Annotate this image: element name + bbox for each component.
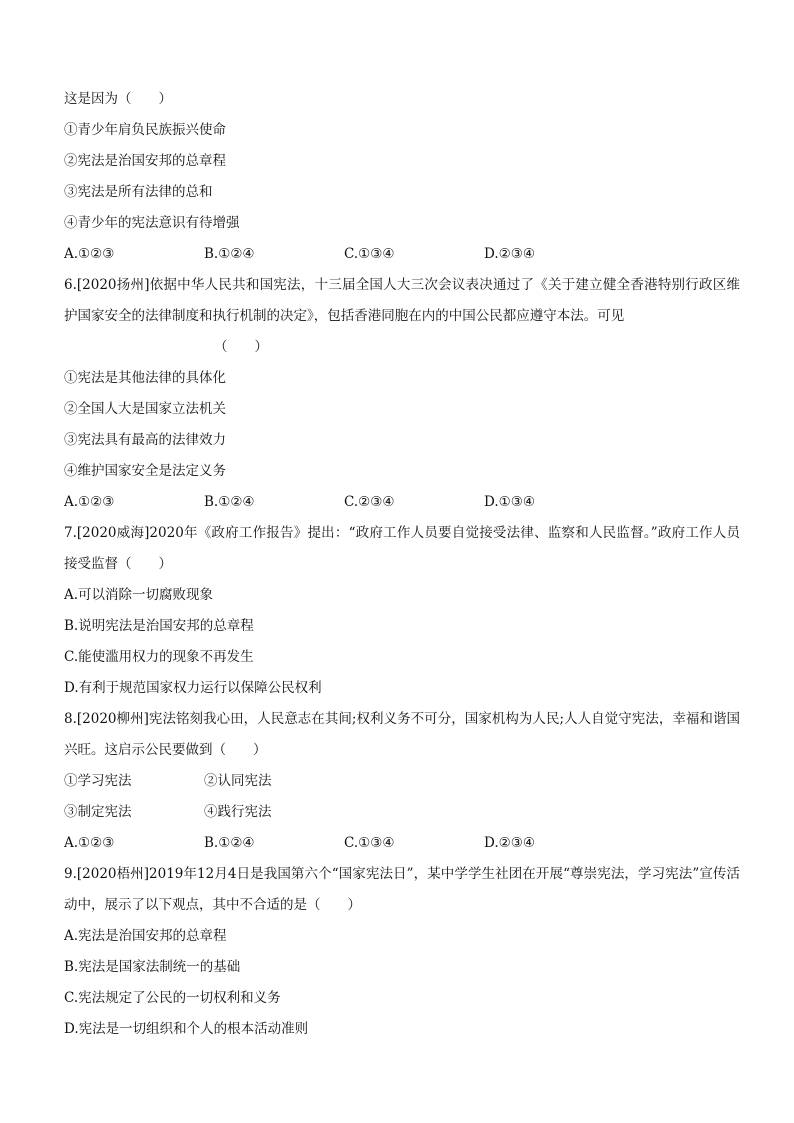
q8-option-d: D.②③④ (484, 835, 535, 851)
q5-item-1: ①青少年肩负民族振兴使命 (64, 122, 226, 138)
q8-option-b: B.①②④ (204, 835, 255, 851)
q9-option-b: B.宪法是国家法制统一的基础 (64, 959, 241, 975)
q8-item-2: ②认同宪法 (204, 773, 272, 789)
q9-option-c: C.宪法规定了公民的一切权利和义务 (64, 990, 281, 1006)
q8-item-4: ④践行宪法 (204, 804, 272, 820)
q8-item-3: ③制定宪法 (64, 804, 132, 820)
q9-option-d: D.宪法是一切组织和个人的根本活动准则 (64, 1021, 309, 1037)
q5-item-4: ④青少年的宪法意识有待增强 (64, 215, 240, 231)
q5-option-b: B.①②④ (204, 246, 255, 262)
q5-options (64, 239, 740, 270)
q8-item-1: ①学习宪法 (64, 773, 132, 789)
q6-item-2: ②全国人大是国家立法机关 (64, 401, 226, 417)
q7-stem: 7.[2020威海]2020年《政府工作报告》提出：“政府工作人员要自觉接受法律、监察和人民监督。”政府工作人员接受监督（ ） (64, 525, 740, 572)
q5-stem-tail: 这是因为（ ） (64, 91, 172, 107)
q9-option-a: A.宪法是治国安邦的总章程 (64, 928, 227, 944)
q8-option-a: A.①②③ (64, 835, 115, 851)
q5-option-c: C.①③④ (344, 246, 395, 262)
q9-stem: 9.[2020梧州]2019年12月4日是我国第六个“国家宪法日”，某中学学生社团在开展“尊崇宪法，学习宪法”宣传活动中，展示了以下观点，其中不合适的是（ ） (64, 866, 740, 913)
q7-option-c: C.能使滥用权力的现象不再发生 (64, 649, 254, 665)
exam-page (64, 84, 740, 1045)
q6-option-d: D.①③④ (484, 494, 535, 510)
q6-paren: （ ） (214, 339, 268, 355)
q8-items-row-1 (64, 766, 740, 797)
q8-items-row-2 (64, 797, 740, 828)
q6-stem: 6.[2020扬州]依据中华人民共和国宪法，十三届全国人大三次会议表决通过了《关于建立健全香港特别行政区维护国家安全的法律制度和执行机制的决定》，包括香港同胞在内的中国公民都应遵守本法。可见 (64, 277, 740, 324)
q7-option-b: B.说明宪法是治国安邦的总章程 (64, 618, 254, 634)
q7-option-a: A.可以消除一切腐败现象 (64, 587, 214, 603)
q6-item-4: ④维护国家安全是法定义务 (64, 463, 226, 479)
q5-item-2: ②宪法是治国安邦的总章程 (64, 153, 226, 169)
q6-option-c: C.②③④ (344, 494, 395, 510)
q5-item-3: ③宪法是所有法律的总和 (64, 184, 213, 200)
q5-option-a: A.①②③ (64, 246, 115, 262)
q7-option-d: D.有利于规范国家权力运行以保障公民权利 (64, 680, 322, 696)
q6-options (64, 487, 740, 518)
q6-item-1: ①宪法是其他法律的具体化 (64, 370, 226, 386)
q8-options (64, 828, 740, 859)
q5-option-d: D.②③④ (484, 246, 535, 262)
q6-option-b: B.①②④ (204, 494, 255, 510)
q8-option-c: C.①③④ (344, 835, 395, 851)
q8-stem: 8.[2020柳州]宪法铭刻我心田，人民意志在其间;权利义务不可分，国家机构为人民;人人自觉守宪法，幸福和谐国兴旺。这启示公民要做到（ ） (64, 711, 740, 758)
q6-answer-blank (64, 332, 740, 363)
q6-item-3: ③宪法具有最高的法律效力 (64, 432, 226, 448)
q6-option-a: A.①②③ (64, 494, 115, 510)
